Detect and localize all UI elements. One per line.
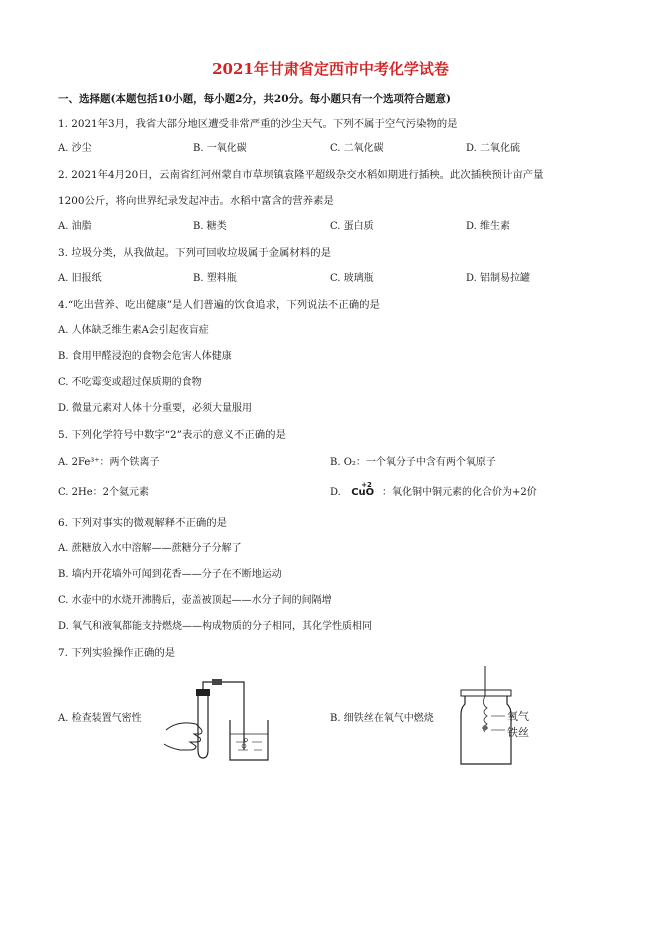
question-1-option-c: C. 二氧化碳 xyxy=(330,143,384,154)
rubber-tube xyxy=(212,679,222,685)
question-1-stem: 1. 2021年3月，我省大部分地区遭受非常严重的沙尘天气。下列不属于空气污染物的是 xyxy=(58,118,458,130)
question-6-option-b: B. 墙内开花墙外可闻到花香——分子在不断地运动 xyxy=(58,569,282,580)
page-title: 2021年甘肃省定西市中考化学试卷 xyxy=(212,60,449,78)
beaker xyxy=(230,720,268,760)
delivery-tube xyxy=(240,682,244,750)
question-2-option-a: A. 油脂 xyxy=(58,221,92,232)
cuo-formula xyxy=(351,481,375,500)
question-3-stem: 3. 垃圾分类，从我做起。下列可回收垃圾属于金属材料的是 xyxy=(58,247,331,259)
question-6-option-c: C. 水壶中的水烧开沸腾后，壶盖被顶起——水分子间的间隔增 xyxy=(58,595,332,606)
question-7-stem: 7. 下列实验操作正确的是 xyxy=(58,647,176,659)
question-4-option-c: C. 不吃霉变或超过保质期的食物 xyxy=(58,377,202,388)
question-6-option-a: A. 蔗糖放入水中溶解——蔗糖分子分解了 xyxy=(58,543,242,554)
question-1-option-a: A. 沙尘 xyxy=(58,143,92,154)
airtightness-apparatus-diagram xyxy=(160,672,280,764)
question-7-option-b: B. 细铁丝在氧气中燃烧 xyxy=(330,713,434,724)
iron-wire-label: 铁丝 xyxy=(507,726,529,739)
flame-icon xyxy=(482,725,488,731)
oxygen-label: 氧气 xyxy=(507,710,529,723)
rubber-stopper xyxy=(196,689,210,696)
question-5-option-c: C. 2He：2个氦元素 xyxy=(58,487,150,498)
question-5-option-b: B. O₂：一个氧分子中含有两个氧原子 xyxy=(330,457,496,468)
question-6-option-d: D. 氧气和液氧都能支持燃烧——构成物质的分子相同，其化学性质相同 xyxy=(58,621,373,632)
question-1-option-b: B. 一氧化碳 xyxy=(193,143,247,154)
question-2-option-c: C. 蛋白质 xyxy=(330,221,374,232)
question-6-stem: 6. 下列对事实的微观解释不正确的是 xyxy=(58,517,228,529)
question-2-option-b: B. 糖类 xyxy=(193,221,227,232)
test-tube xyxy=(198,694,208,758)
hand-icon xyxy=(164,723,202,750)
cuo-symbol: CuO xyxy=(351,487,375,498)
iron-wire-oxygen-diagram xyxy=(455,664,565,768)
section-heading: 一、选择题(本题包括10小题，每小题2分，共20分。每小题只有一个选项符合题意) xyxy=(58,93,451,105)
question-2-option-d: D. 维生素 xyxy=(466,221,511,232)
question-4-option-d: D. 微量元素对人体十分重要，必须大量服用 xyxy=(58,403,253,414)
question-4-option-a: A. 人体缺乏维生素A会引起夜盲症 xyxy=(58,325,209,336)
question-4-option-b: B. 食用甲醛浸泡的食物会危害人体健康 xyxy=(58,351,232,362)
question-4-stem: 4.“吃出营养、吃出健康”是人们普遍的饮食追求，下列说法不正确的是 xyxy=(58,299,380,311)
question-5-option-d-letter: D. xyxy=(330,487,341,498)
question-3-option-c: C. 玻璃瓶 xyxy=(330,273,374,284)
glass-cover xyxy=(461,690,511,696)
question-2-stem-line2: 1200公斤，将向世界纪录发起冲击。水稻中富含的营养素是 xyxy=(58,195,334,207)
question-5-option-d-text: ：氧化铜中铜元素的化合价为+2价 xyxy=(382,487,537,498)
question-1-option-d: D. 二氧化硫 xyxy=(466,143,521,154)
question-5-stem: 5. 下列化学符号中数字“2”表示的意义不正确的是 xyxy=(58,429,286,441)
cuo-valence: +2 xyxy=(361,481,372,489)
question-3-option-b: B. 塑料瓶 xyxy=(193,273,237,284)
question-2-stem-line1: 2. 2021年4月20日，云南省红河州蒙自市草坝镇袁隆平超级杂交水稻如期进行插秧。此次插秧预计亩产量 xyxy=(58,169,544,181)
question-5-option-a: A. 2Fe³⁺：两个铁离子 xyxy=(58,457,160,468)
water-lines xyxy=(236,742,262,750)
question-3-option-a: A. 旧报纸 xyxy=(58,273,102,284)
question-3-option-d: D. 铝制易拉罐 xyxy=(466,273,531,284)
question-7-option-a: A. 检查装置气密性 xyxy=(58,713,142,724)
bubble xyxy=(245,739,248,742)
